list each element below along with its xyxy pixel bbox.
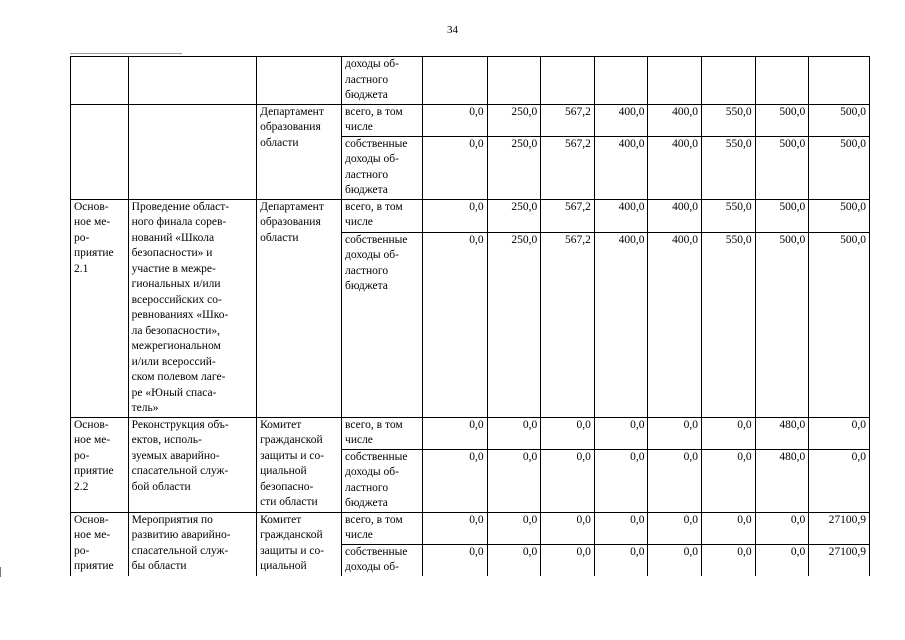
amount-cell-year-7: 480,0 (755, 449, 809, 512)
amount-cell-year-5: 400,0 (648, 232, 702, 417)
amount-cell-year-8: 0,0 (809, 417, 870, 449)
funding-source-cell: всего, в том числе (342, 417, 423, 449)
amount-cell-year-7: 0,0 (755, 512, 809, 544)
amount-cell-year-4 (594, 57, 648, 105)
amount-cell-year-6 (702, 57, 756, 105)
amount-cell-year-8: 27100,9 (809, 544, 870, 576)
amount-cell-year-7: 500,0 (755, 104, 809, 136)
amount-cell-year-1: 0,0 (422, 104, 487, 136)
amount-cell-year-6: 0,0 (702, 417, 756, 449)
amount-cell-year-6: 0,0 (702, 512, 756, 544)
funding-source-cell: собственные доходы об- (342, 544, 423, 576)
amount-cell-year-8: 500,0 (809, 136, 870, 199)
amount-cell-year-5: 400,0 (648, 136, 702, 199)
amount-cell-year-7: 500,0 (755, 136, 809, 199)
amount-cell-year-5: 0,0 (648, 417, 702, 449)
amount-cell-year-3: 0,0 (541, 512, 595, 544)
amount-cell-year-4: 0,0 (594, 449, 648, 512)
measure-code-cell (71, 57, 129, 105)
amount-cell-year-7: 500,0 (755, 232, 809, 417)
amount-cell-year-8: 500,0 (809, 199, 870, 232)
funding-source-cell: собственные доходы об- ластного бюджета (342, 449, 423, 512)
amount-cell-year-5: 0,0 (648, 512, 702, 544)
amount-cell-year-4: 0,0 (594, 512, 648, 544)
amount-cell-year-2: 0,0 (487, 449, 541, 512)
amount-cell-year-2 (487, 57, 541, 105)
amount-cell-year-1: 0,0 (422, 544, 487, 576)
amount-cell-year-6: 550,0 (702, 232, 756, 417)
table-row (71, 417, 870, 449)
executor-cell: Департамент образования области (257, 104, 342, 199)
executor-cell: Комитет гражданской защиты и со- циальной безопасно- сти области (257, 417, 342, 512)
amount-cell-year-3: 567,2 (541, 199, 595, 232)
amount-cell-year-5: 0,0 (648, 544, 702, 576)
amount-cell-year-1: 0,0 (422, 136, 487, 199)
funding-source-cell: всего, в том числе (342, 104, 423, 136)
amount-cell-year-1: 0,0 (422, 449, 487, 512)
activity-name-cell: Проведение област- ного финала сорев- нований «Школа безопасности» и участие в межре- гиональных и/или всероссийских со- ревнованиях «Шко- ла безопасности», межрегиональном и/или всероссий- ском полевом лаге- ре «Юный спаса- тель» (128, 199, 256, 417)
amount-cell-year-6: 550,0 (702, 136, 756, 199)
amount-cell-year-3: 567,2 (541, 232, 595, 417)
table-row (71, 512, 870, 544)
activity-name-cell (128, 104, 256, 199)
amount-cell-year-4: 400,0 (594, 136, 648, 199)
executor-cell: Комитет гражданской защиты и со- циальной (257, 512, 342, 576)
activity-name-cell: Реконструкция объ- ектов, исполь- зуемых аварийно- спасательной служ- бой области (128, 417, 256, 512)
funding-source-cell: доходы об- ластного бюджета (342, 57, 423, 105)
table-row (71, 104, 870, 136)
activity-name-cell (128, 57, 256, 105)
budget-table (70, 56, 870, 576)
amount-cell-year-5: 400,0 (648, 104, 702, 136)
amount-cell-year-8: 0,0 (809, 449, 870, 512)
amount-cell-year-2: 250,0 (487, 199, 541, 232)
amount-cell-year-4: 400,0 (594, 232, 648, 417)
amount-cell-year-2: 250,0 (487, 232, 541, 417)
executor-cell: Департамент образования области (257, 199, 342, 417)
header-rule (70, 53, 182, 54)
executor-cell (257, 57, 342, 105)
amount-cell-year-3: 0,0 (541, 449, 595, 512)
funding-source-cell: собственные доходы об- ластного бюджета (342, 232, 423, 417)
amount-cell-year-2: 0,0 (487, 512, 541, 544)
measure-code-cell (71, 104, 129, 199)
funding-source-cell: всего, в том числе (342, 199, 423, 232)
amount-cell-year-7 (755, 57, 809, 105)
amount-cell-year-1: 0,0 (422, 417, 487, 449)
amount-cell-year-3: 0,0 (541, 417, 595, 449)
amount-cell-year-3: 567,2 (541, 104, 595, 136)
page-number: 34 (447, 24, 458, 36)
measure-code-cell: Основ- ное ме- ро- приятие 2.2 (71, 417, 129, 512)
amount-cell-year-1 (422, 57, 487, 105)
amount-cell-year-6: 550,0 (702, 199, 756, 232)
amount-cell-year-7: 500,0 (755, 199, 809, 232)
funding-source-cell: собственные доходы об- ластного бюджета (342, 136, 423, 199)
amount-cell-year-6: 550,0 (702, 104, 756, 136)
measure-code-cell: Основ- ное ме- ро- приятие 2.1 (71, 199, 129, 417)
amount-cell-year-5: 0,0 (648, 449, 702, 512)
amount-cell-year-1: 0,0 (422, 512, 487, 544)
amount-cell-year-2: 0,0 (487, 544, 541, 576)
amount-cell-year-1: 0,0 (422, 199, 487, 232)
amount-cell-year-6: 0,0 (702, 449, 756, 512)
amount-cell-year-3: 0,0 (541, 544, 595, 576)
activity-name-cell: Мероприятия по развитию аварийно- спасательной служ- бы области (128, 512, 256, 576)
amount-cell-year-7: 480,0 (755, 417, 809, 449)
table-row (71, 199, 870, 232)
amount-cell-year-5 (648, 57, 702, 105)
amount-cell-year-3: 567,2 (541, 136, 595, 199)
amount-cell-year-5: 400,0 (648, 199, 702, 232)
amount-cell-year-1: 0,0 (422, 232, 487, 417)
amount-cell-year-3 (541, 57, 595, 105)
amount-cell-year-2: 250,0 (487, 104, 541, 136)
amount-cell-year-6: 0,0 (702, 544, 756, 576)
amount-cell-year-7: 0,0 (755, 544, 809, 576)
amount-cell-year-8: 500,0 (809, 232, 870, 417)
amount-cell-year-2: 250,0 (487, 136, 541, 199)
amount-cell-year-8 (809, 57, 870, 105)
measure-code-cell: Основ- ное ме- ро- приятие (71, 512, 129, 576)
amount-cell-year-4: 0,0 (594, 417, 648, 449)
amount-cell-year-8: 27100,9 (809, 512, 870, 544)
amount-cell-year-4: 400,0 (594, 104, 648, 136)
amount-cell-year-4: 400,0 (594, 199, 648, 232)
margin-mark (0, 567, 4, 577)
amount-cell-year-4: 0,0 (594, 544, 648, 576)
amount-cell-year-8: 500,0 (809, 104, 870, 136)
table-row (71, 57, 870, 105)
funding-source-cell: всего, в том числе (342, 512, 423, 544)
amount-cell-year-2: 0,0 (487, 417, 541, 449)
